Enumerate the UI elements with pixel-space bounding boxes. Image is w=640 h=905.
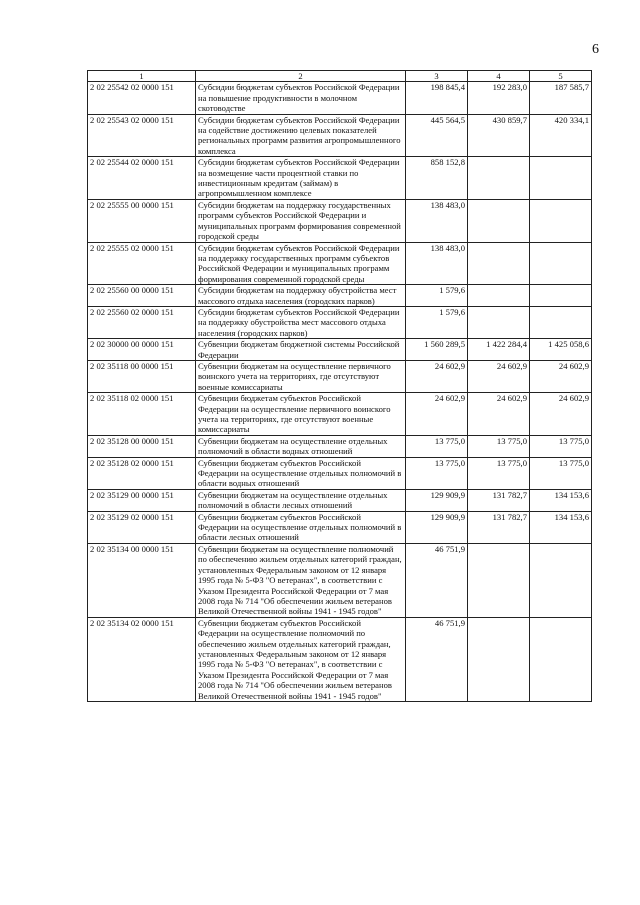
value-col5-cell (530, 306, 592, 338)
value-col5-cell: 24 602,9 (530, 393, 592, 436)
table-row (88, 82, 592, 114)
table-row (88, 489, 592, 511)
value-col4-cell: 192 283,0 (468, 82, 530, 114)
value-col5-cell: 187 585,7 (530, 82, 592, 114)
column-header-1: 1 (88, 71, 196, 82)
value-col4-cell (468, 157, 530, 200)
value-col4-cell: 13 775,0 (468, 435, 530, 457)
budget-code-cell: 2 02 25544 02 0000 151 (88, 157, 196, 200)
table-body (88, 82, 592, 702)
value-col3-cell: 198 845,4 (406, 82, 468, 114)
budget-code-cell: 2 02 25543 02 0000 151 (88, 114, 196, 157)
value-col4-cell: 24 602,9 (468, 393, 530, 436)
description-cell: Субвенции бюджетам на осуществление первичного воинского учета на территориях, где отсутствуют военные комиссариаты (196, 360, 406, 392)
description-cell: Субсидии бюджетам субъектов Российской Федерации на возмещение части процентной ставки по инвестиционным кредитам (займам) в агропромышленном комплексе (196, 157, 406, 200)
value-col3-cell: 1 579,6 (406, 285, 468, 307)
value-col4-cell (468, 543, 530, 617)
table-row (88, 242, 592, 285)
description-cell: Субсидии бюджетам на поддержку государственных программ субъектов Российской Федерации и муниципальных программ формирования современной городской среды (196, 199, 406, 242)
table-row (88, 157, 592, 200)
table-row (88, 435, 592, 457)
table-row (88, 306, 592, 338)
value-col3-cell: 46 751,9 (406, 617, 468, 701)
value-col5-cell: 13 775,0 (530, 435, 592, 457)
value-col5-cell: 134 153,6 (530, 511, 592, 543)
value-col3-cell: 1 579,6 (406, 306, 468, 338)
budget-code-cell: 2 02 25560 02 0000 151 (88, 306, 196, 338)
value-col3-cell: 24 602,9 (406, 393, 468, 436)
value-col3-cell: 13 775,0 (406, 457, 468, 489)
value-col5-cell: 420 334,1 (530, 114, 592, 157)
value-col4-cell (468, 285, 530, 307)
budget-code-cell: 2 02 35118 02 0000 151 (88, 393, 196, 436)
value-col4-cell: 24 602,9 (468, 360, 530, 392)
budget-code-cell: 2 02 35129 00 0000 151 (88, 489, 196, 511)
table-row (88, 393, 592, 436)
description-cell: Субвенции бюджетам на осуществление отдельных полномочий в области водных отношений (196, 435, 406, 457)
value-col4-cell (468, 199, 530, 242)
value-col5-cell: 24 602,9 (530, 360, 592, 392)
description-cell: Субсидии бюджетам субъектов Российской Федерации на поддержку обустройства мест массового отдыха населения (городских парков) (196, 306, 406, 338)
budget-code-cell: 2 02 35118 00 0000 151 (88, 360, 196, 392)
value-col4-cell: 131 782,7 (468, 511, 530, 543)
value-col3-cell: 138 483,0 (406, 199, 468, 242)
value-col5-cell: 1 425 058,6 (530, 339, 592, 361)
column-header-2: 2 (196, 71, 406, 82)
column-header-4: 4 (468, 71, 530, 82)
description-cell: Субсидии бюджетам субъектов Российской Федерации на поддержку государственных программ субъектов Российской Федерации и муниципальных программ формирования современной городской среды (196, 242, 406, 285)
description-cell: Субвенции бюджетам субъектов Российской Федерации на осуществление отдельных полномочий в области водных отношений (196, 457, 406, 489)
description-cell: Субсидии бюджетам на поддержку обустройства мест массового отдыха населения (городских парков) (196, 285, 406, 307)
value-col4-cell (468, 617, 530, 701)
description-cell: Субвенции бюджетам бюджетной системы Российской Федерации (196, 339, 406, 361)
column-number-row (88, 71, 592, 82)
budget-code-cell: 2 02 25555 00 0000 151 (88, 199, 196, 242)
budget-code-cell: 2 02 35128 00 0000 151 (88, 435, 196, 457)
budget-code-cell: 2 02 25542 02 0000 151 (88, 82, 196, 114)
table-row (88, 617, 592, 701)
value-col3-cell: 129 909,9 (406, 489, 468, 511)
description-cell: Субвенции бюджетам субъектов Российской Федерации на осуществление полномочий по обеспечению жильем отдельных категорий граждан, установленных Федеральным законом от 12 января 1995 года № 5-ФЗ "О ветеранах", в соответствии с Указом Президента Российской Федерации от 7 мая 2008 года № 714 "Об обеспечении жильем ветеранов Великой Отечественной войны 1941 - 1945 годов" (196, 617, 406, 701)
budget-code-cell: 2 02 25560 00 0000 151 (88, 285, 196, 307)
description-cell: Субвенции бюджетам на осуществление полномочий по обеспечению жильем отдельных категорий граждан, установленных Федеральным законом от 12 января 1995 года № 5-ФЗ "О ветеранах", в соответствии с Указом Президента Российской Федерации от 7 мая 2008 года № 714 "Об обеспечении жильем ветеранов Великой Отечественной войны 1941 - 1945 годов" (196, 543, 406, 617)
value-col4-cell: 1 422 284,4 (468, 339, 530, 361)
description-cell: Субвенции бюджетам субъектов Российской Федерации на осуществление первичного воинского учета на территориях, где отсутствуют военные комиссариаты (196, 393, 406, 436)
value-col4-cell: 430 859,7 (468, 114, 530, 157)
table-row (88, 114, 592, 157)
value-col3-cell: 1 560 289,5 (406, 339, 468, 361)
value-col5-cell (530, 199, 592, 242)
value-col5-cell: 134 153,6 (530, 489, 592, 511)
value-col4-cell (468, 242, 530, 285)
value-col5-cell (530, 242, 592, 285)
value-col5-cell (530, 285, 592, 307)
budget-code-cell: 2 02 30000 00 0000 151 (88, 339, 196, 361)
column-header-3: 3 (406, 71, 468, 82)
table-row (88, 543, 592, 617)
value-col3-cell: 46 751,9 (406, 543, 468, 617)
table-row (88, 285, 592, 307)
table-row (88, 511, 592, 543)
description-cell: Субсидии бюджетам субъектов Российской Федерации на повышение продуктивности в молочном скотоводстве (196, 82, 406, 114)
value-col3-cell: 858 152,8 (406, 157, 468, 200)
description-cell: Субсидии бюджетам субъектов Российской Федерации на содействие достижению целевых показателей региональных программ развития агропромышленного комплекса (196, 114, 406, 157)
value-col3-cell: 129 909,9 (406, 511, 468, 543)
budget-code-cell: 2 02 35134 02 0000 151 (88, 617, 196, 701)
budget-table (87, 70, 592, 702)
table-row (88, 339, 592, 361)
budget-code-cell: 2 02 25555 02 0000 151 (88, 242, 196, 285)
budget-code-cell: 2 02 35134 00 0000 151 (88, 543, 196, 617)
value-col5-cell (530, 543, 592, 617)
value-col5-cell (530, 157, 592, 200)
value-col3-cell: 445 564,5 (406, 114, 468, 157)
description-cell: Субвенции бюджетам на осуществление отдельных полномочий в области лесных отношений (196, 489, 406, 511)
value-col5-cell (530, 617, 592, 701)
value-col4-cell: 131 782,7 (468, 489, 530, 511)
budget-code-cell: 2 02 35128 02 0000 151 (88, 457, 196, 489)
description-cell: Субвенции бюджетам субъектов Российской Федерации на осуществление отдельных полномочий в области лесных отношений (196, 511, 406, 543)
value-col3-cell: 138 483,0 (406, 242, 468, 285)
value-col3-cell: 24 602,9 (406, 360, 468, 392)
table-row (88, 199, 592, 242)
table-row (88, 457, 592, 489)
value-col3-cell: 13 775,0 (406, 435, 468, 457)
value-col4-cell (468, 306, 530, 338)
table-row (88, 360, 592, 392)
column-header-5: 5 (530, 71, 592, 82)
page-number: 6 (592, 42, 599, 57)
budget-code-cell: 2 02 35129 02 0000 151 (88, 511, 196, 543)
value-col5-cell: 13 775,0 (530, 457, 592, 489)
value-col4-cell: 13 775,0 (468, 457, 530, 489)
